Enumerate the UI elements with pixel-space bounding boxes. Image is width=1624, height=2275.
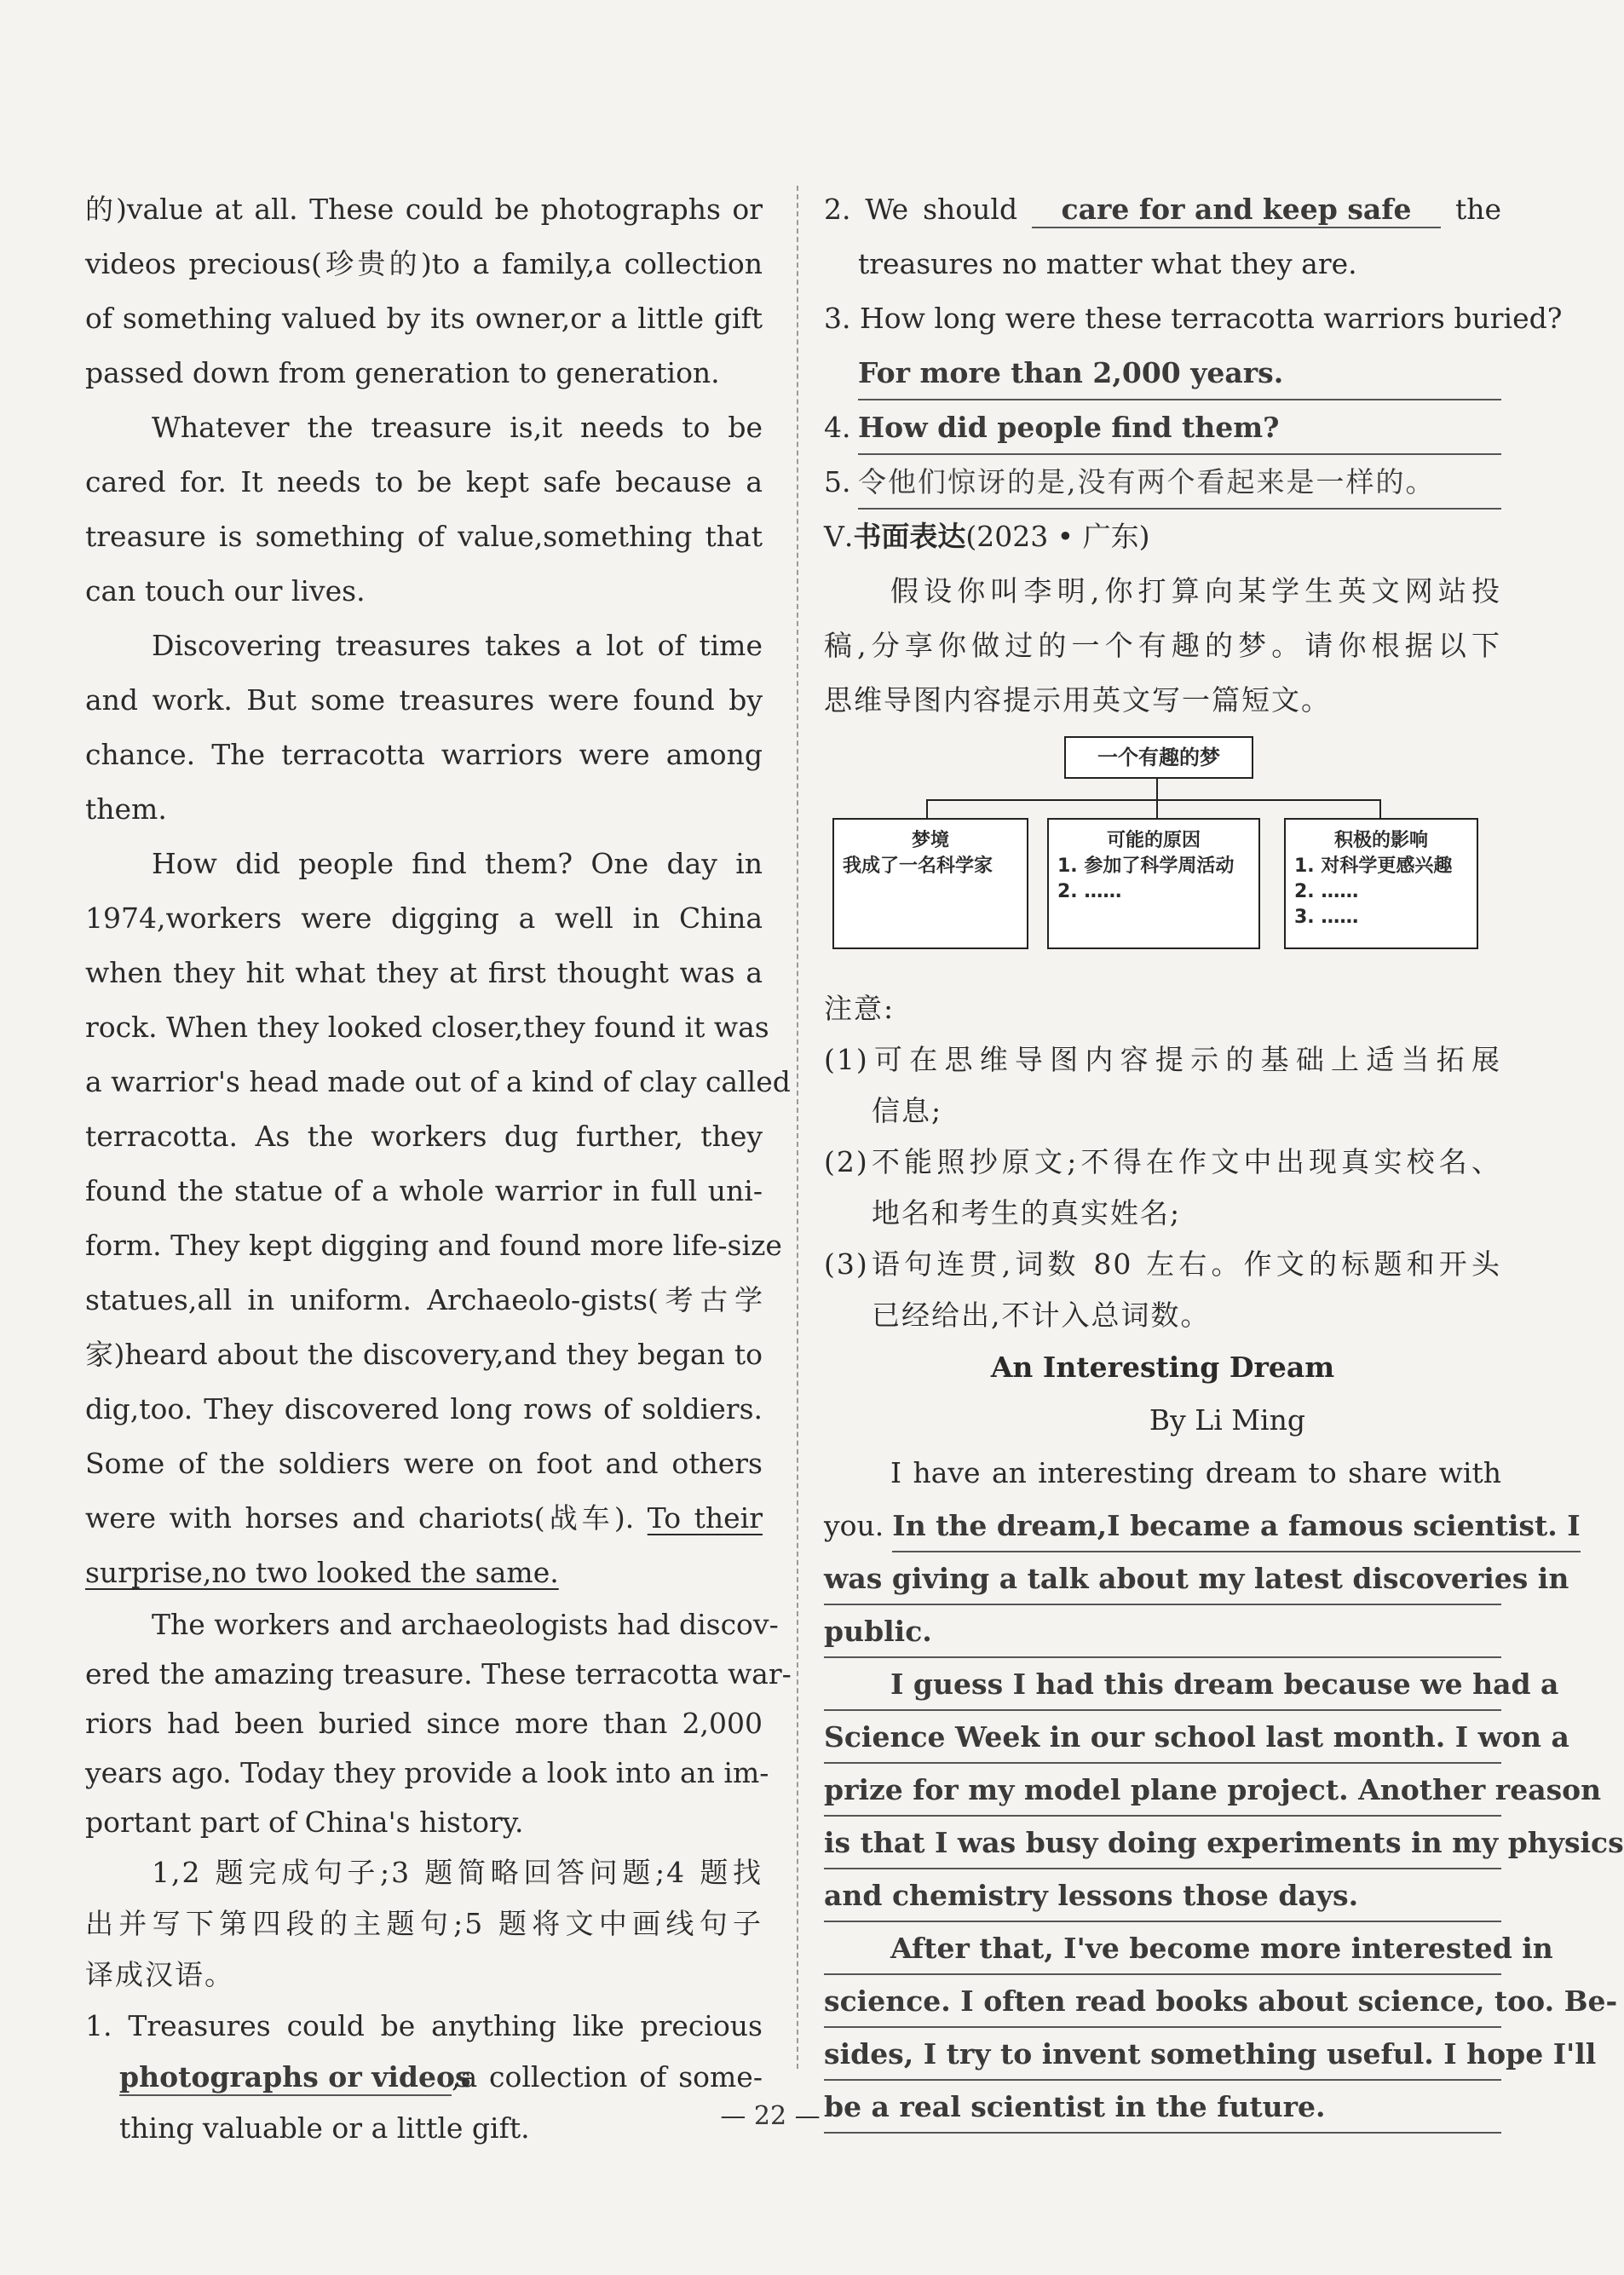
writing-prompt [824, 564, 1501, 728]
question-number: 4. [824, 411, 851, 444]
note-line: (3)语句连贯,词数 80 左右。作文的标题和开头 [824, 1247, 1501, 1281]
text-line [824, 1500, 1581, 1552]
text-line: can touch our lives. [85, 574, 366, 608]
text-line: form. They kept digging and found more life-size [85, 1229, 782, 1262]
answer-line[interactable]: was giving a talk about my latest discoveries in [824, 1552, 1501, 1605]
text-line: Some of the soldiers were on foot and others [85, 1447, 763, 1480]
node-item: 3. …… [1294, 907, 1359, 928]
note-line: (2)不能照抄原文;不得在作文中出现真实校名、 [824, 1145, 1501, 1178]
answer-line[interactable]: sides, I try to invent something useful. I hope I'll [824, 2028, 1501, 2081]
node-heading: 可能的原因 [1106, 830, 1201, 851]
text-line: found the statue of a whole warrior in full uni- [85, 1174, 763, 1207]
note-line: 地名和考生的真实姓名; [872, 1196, 1182, 1230]
text-line: How did people find them? One day in [152, 847, 763, 880]
underlined-sentence: To their [647, 1501, 763, 1535]
page-number: — 22 — [720, 2101, 821, 2131]
text-line: Discovering treasures takes a lot of time [152, 629, 763, 662]
text-fragment: you. [824, 1509, 884, 1542]
answer-line[interactable]: In the dream,I became a famous scientist. I [892, 1500, 1580, 1552]
answer-line[interactable]: Science Week in our school last month. I won a [824, 1711, 1501, 1764]
node-item: 1. 参加了科学周活动 [1057, 855, 1235, 877]
text-line: 出并写下第四段的主题句;5 题将文中画线句子 [85, 1907, 763, 1940]
notes-title: 注意: [824, 992, 896, 1025]
text-line: cared for. It needs to be kept safe because a [85, 465, 763, 498]
note-line: (1)可在思维导图内容提示的基础上适当拓展 [824, 1043, 1501, 1076]
underlined-sentence: surprise,no two looked the same. [85, 1556, 559, 1589]
text-line: terracotta. As the workers dug further, they [85, 1120, 763, 1153]
text-line: treasures no matter what they are. [858, 247, 1357, 280]
paragraph-5 [85, 1600, 792, 1847]
text-line: and work. But some treasures were found by [85, 683, 763, 717]
question-3 [824, 291, 1563, 400]
text-line: statues,all in uniform. Archaeolo-gists(考古学 [85, 1283, 763, 1316]
section-title: 书面表达 [853, 520, 966, 553]
text-line: 译成汉语。 [85, 1958, 234, 1991]
node-heading: 积极的影响 [1333, 830, 1428, 851]
right-column [824, 182, 1624, 2134]
mind-map-node-dream [832, 818, 1028, 949]
paragraph-1 [85, 182, 763, 400]
text-line: riors had been buried since more than 2,000 [85, 1707, 763, 1740]
text-line [85, 2052, 763, 2103]
question-2 [824, 182, 1501, 291]
text-line: ered the amazing treasure. These terracotta war- [85, 1657, 792, 1690]
text-line [85, 1491, 763, 1546]
answer-line[interactable]: be a real scientist in the future. [824, 2081, 1501, 2134]
question-text: 1. Treasures could be anything like precious [85, 2009, 763, 2042]
answer-line[interactable]: 令他们惊讶的是,没有两个看起来是一样的。 [858, 455, 1501, 510]
note-line: 信息; [872, 1094, 943, 1127]
essay-title: An Interesting Dream [990, 1351, 1335, 1384]
text-line: thing valuable or a little gift. [119, 2111, 530, 2145]
text-line: when they hit what they at first thought was a [85, 956, 763, 989]
mind-map-root: 一个有趣的梦 [1064, 736, 1253, 779]
text-line: 假设你叫李明,你打算向某学生英文网站投 [890, 574, 1501, 608]
connector [1156, 777, 1158, 799]
text-line: 的)value at all. These could be photographs or [85, 193, 763, 226]
paragraph-3 [85, 619, 763, 837]
connector [1379, 799, 1381, 818]
answer-line[interactable]: is that I was busy doing experiments in my physics [824, 1817, 1501, 1869]
text-line: of something valued by its owner,or a little gift [85, 302, 763, 335]
node-heading: 梦境 [911, 830, 949, 851]
text-line: dig,too. They discovered long rows of soldiers. [85, 1392, 763, 1425]
answer-line[interactable]: public. [824, 1605, 1501, 1658]
text-line: a warrior's head made out of a kind of clay called [85, 1065, 791, 1098]
text-line: years ago. Today they provide a look into an im- [85, 1756, 769, 1789]
paragraph-2 [85, 400, 763, 619]
answer-line[interactable]: How did people find them? [858, 400, 1501, 455]
section-heading [824, 510, 1501, 564]
text-line: 家)heard about the discovery,and they began to [85, 1338, 763, 1371]
node-item: 我成了一名科学家 [843, 855, 993, 877]
text-line: Whatever the treasure is,it needs to be [152, 411, 763, 444]
answer-line[interactable]: prize for my model plane project. Another reason [824, 1764, 1501, 1817]
text-line: I have an interesting dream to share with [890, 1456, 1501, 1489]
node-item: 1. 对科学更感兴趣 [1294, 855, 1453, 877]
mind-map-node-reasons [1047, 818, 1260, 949]
answer-line[interactable]: For more than 2,000 years. [858, 346, 1501, 400]
question-1 [85, 2001, 763, 2154]
text-line [85, 1546, 763, 1600]
note-line: 已经给出,不计入总词数。 [872, 1299, 1211, 1332]
connector [926, 799, 928, 818]
essay-byline: By Li Ming [1149, 1403, 1305, 1437]
exercise-instructions [85, 1847, 763, 2001]
text-line: 1,2 题完成句子;3 题简略回答问题;4 题找 [152, 1856, 763, 1889]
answer-line[interactable]: I guess I had this dream because we had a [824, 1658, 1501, 1711]
text-line: rock. When they looked closer,they found it was [85, 1011, 769, 1044]
mind-map-node-effects [1284, 818, 1478, 949]
section-source: (2023 • 广东) [965, 520, 1150, 553]
text-fragment: the [1454, 193, 1501, 226]
answer-blank[interactable]: photographs or videos [119, 2060, 452, 2096]
text-line: videos precious(珍贵的)to a family,a collection [85, 247, 763, 280]
essay-body [824, 1447, 1624, 2134]
question-text: 3. How long were these terracotta warriors buried? [824, 302, 1563, 335]
text-line: 稿,分享你做过的一个有趣的梦。请你根据以下 [824, 629, 1501, 662]
mind-map [824, 733, 1501, 980]
question-5 [824, 455, 1501, 510]
text-fragment: were with horses and chariots(战车). [85, 1501, 635, 1535]
node-item: 2. …… [1057, 881, 1122, 902]
connector [1156, 799, 1158, 818]
section-number: Ⅴ. [824, 520, 854, 553]
answer-line[interactable]: science. I often read books about science, too. Be- [824, 1975, 1501, 2028]
text-line: treasure is something of value,something that [85, 520, 763, 553]
answer-line[interactable]: and chemistry lessons those days. [824, 1869, 1501, 1922]
text-line: portant part of China's history. [85, 1806, 524, 1839]
question-4 [824, 400, 1501, 455]
node-item: 2. …… [1294, 881, 1359, 902]
notes [824, 983, 1501, 1341]
text-line [824, 182, 1501, 237]
text-line: The workers and archaeologists had discov- [152, 1608, 779, 1641]
paragraph-4 [85, 837, 791, 1600]
text-fragment: 2. We should [824, 193, 1018, 226]
text-line: 1974,workers were digging a well in China [85, 901, 763, 935]
question-number: 5. [824, 465, 851, 498]
text-fragment: ,a collection of some- [452, 2060, 763, 2094]
answer-line[interactable]: After that, I've become more interested in [824, 1922, 1501, 1975]
text-line: chance. The terracotta warriors were among [85, 738, 763, 771]
connector [926, 799, 1379, 801]
answer-blank[interactable]: care for and keep safe [1032, 193, 1441, 228]
text-line: 思维导图内容提示用英文写一篇短文。 [824, 683, 1331, 717]
text-line: passed down from generation to generation. [85, 356, 720, 389]
column-divider [797, 186, 798, 2069]
text-line: them. [85, 792, 167, 826]
